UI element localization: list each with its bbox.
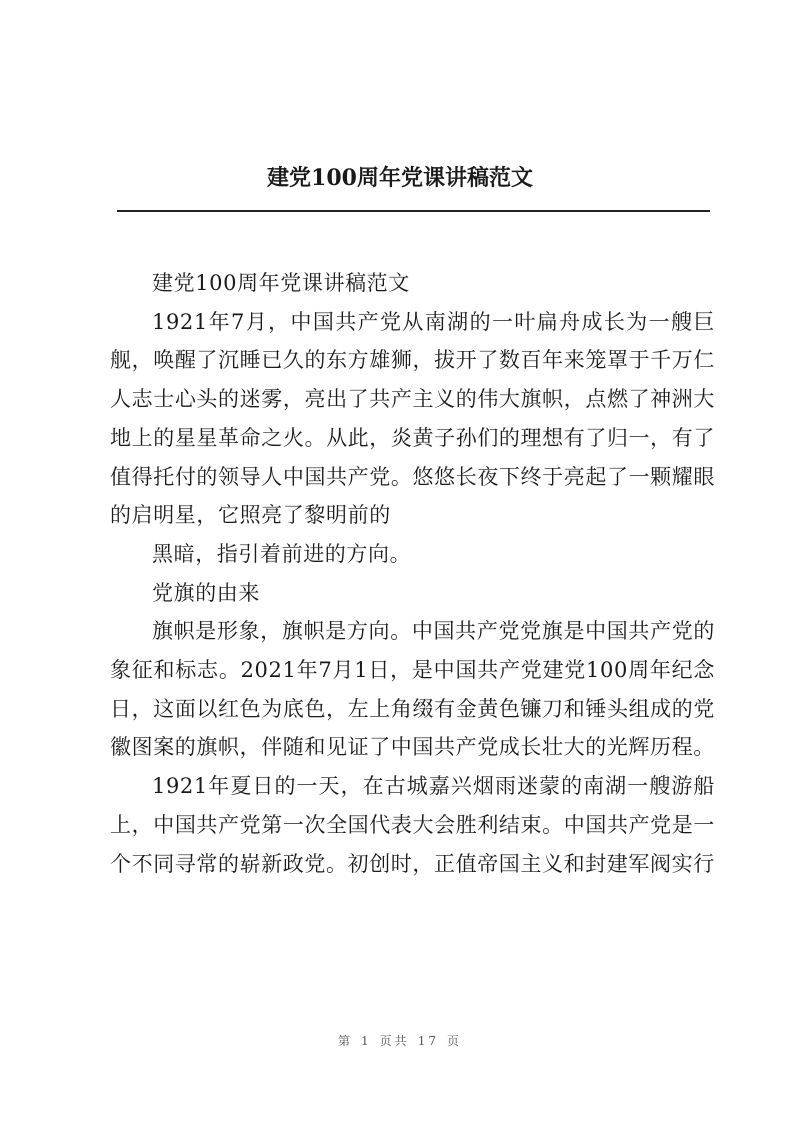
paragraph-continuation: 黑暗，指引着前进的方向。	[152, 541, 412, 566]
section-heading-party-flag: 党旗的由来	[152, 580, 260, 605]
footer-middle: 页共	[379, 1034, 410, 1048]
footer-prefix: 第	[338, 1034, 354, 1048]
footer-suffix: 页	[446, 1034, 462, 1048]
document-body	[110, 264, 715, 883]
footer-page-number: 1	[361, 1034, 372, 1048]
footer-total-pages: 17	[417, 1034, 439, 1048]
paragraph-intro: 1921年7月，中国共产党从南湖的一叶扁舟成长为一艘巨舰，唤醒了沉睡已久的东方雄狮，拔开了数百年来笼罩于千万仁人志士心头的迷雾，亮出了共产主义的伟大旗帜，点燃了神洲大地上的星星革命之火。从此，炎黄子孙们的理想有了归一，有了值得托付的领导人中国共产党。悠悠长夜下终于亮起了一颗耀眼的启明星，它照亮了黎明前的	[110, 309, 715, 528]
page-footer	[0, 1032, 800, 1049]
document-title: 建党100周年党课讲稿范文	[267, 165, 533, 191]
paragraph-first-congress: 1921年夏日的一天，在古城嘉兴烟雨迷蒙的南湖一艘游船上，中国共产党第一次全国代表大会胜利结束。中国共产党是一个不同寻常的崭新政党。初创时，正值帝国主义和封建军阀实行	[110, 774, 715, 876]
paragraph-flag-meaning: 旗帜是形象，旗帜是方向。中国共产党党旗是中国共产党的象征和标志。2021年7月1日，是中国共产党建党100周年纪念日，这面以红色为底色，左上角缀有金黄色镰刀和锤头组成的党徽图案的旗帜，伴随和见证了中国共产党成长壮大的光辉历程。	[110, 619, 715, 760]
paragraph-subtitle: 建党100周年党课讲稿范文	[152, 271, 410, 295]
title-divider	[117, 210, 710, 212]
